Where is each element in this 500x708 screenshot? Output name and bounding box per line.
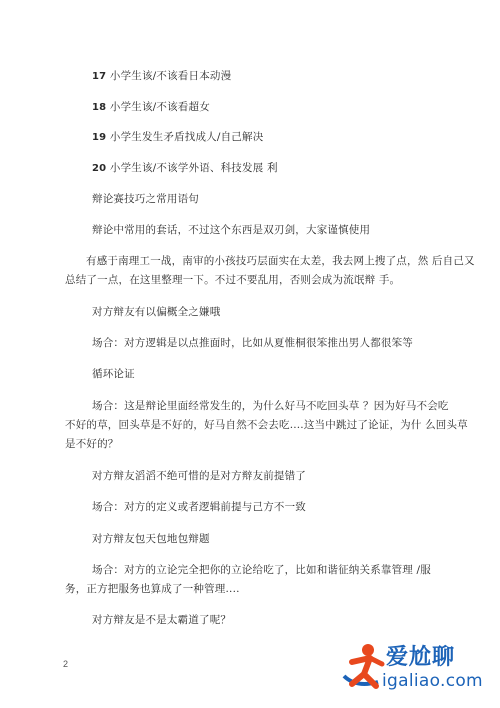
paragraph-line: 对方辩友有以偏概全之嫌哦 xyxy=(92,306,221,318)
page-number: 2 xyxy=(63,659,69,669)
item-17 xyxy=(92,70,231,83)
paragraph-line: 不好的草，回头草是不好的，好马自然不会去吃....这当中跳过了论证，为什 么回头草 xyxy=(65,419,468,431)
watermark-url: igaliao.com xyxy=(382,671,483,691)
item-text: 小学生该/不该学外语、科技发展 利 xyxy=(106,162,278,174)
item-number: 18 xyxy=(92,102,107,113)
paragraph-line: 务，正方把服务也算成了一种管理.... xyxy=(65,583,240,595)
paragraph-line: 对方辩友包天包地包辩题 xyxy=(92,533,210,545)
paragraph-line: 是不好的？ xyxy=(65,438,119,450)
paragraph-line: 对方辩友滔滔不绝可惜的是对方辩友前提错了 xyxy=(92,470,306,482)
paragraph-line: 总结了一点，在这里整理一下。不过不要乱用，否则会成为流氓辩 手。 xyxy=(65,274,401,286)
paragraph-line: 场合：对方的定义或者逻辑前提与己方不一致 xyxy=(92,501,306,513)
item-text: 小学生该/不该看日本动漫 xyxy=(106,70,232,82)
section-heading: 辩论赛技巧之常用语句 xyxy=(92,193,199,205)
watermark-title: 爱尬聊 xyxy=(386,645,456,670)
item-19 xyxy=(92,131,263,144)
paragraph-line: 辩论中常用的套话，不过这个东西是双刃剑，大家谨慎使用 xyxy=(92,224,371,236)
item-text: 小学生发生矛盾找成人/自己解决 xyxy=(106,131,264,143)
paragraph-line: 有感于南理工一战，南审的小孩技巧层面实在太差，我去网上搜了点，然 后自己又 xyxy=(86,255,475,267)
paragraph-line: 对方辩友是不是太霸道了呢？ xyxy=(92,614,232,626)
item-text: 小学生该/不该看超女 xyxy=(106,101,210,113)
paragraph-line: 场合：这是辩论里面经常发生的，为什么好马不吃回头草 ？因为好马不会吃 xyxy=(92,400,449,412)
watermark xyxy=(338,636,498,702)
item-18 xyxy=(92,101,210,114)
item-number: 19 xyxy=(92,132,107,143)
item-number: 20 xyxy=(92,163,107,174)
paragraph-line: 循环论证 xyxy=(92,368,135,380)
running-figure-logo-icon xyxy=(338,636,388,696)
paragraph-line: 场合：对方的立论完全把你的立论给吃了，比如和谐征纳关系靠管理 /服 xyxy=(92,564,431,576)
item-number: 17 xyxy=(92,71,107,82)
paragraph-line: 场合：对方逻辑是以点推面时，比如从夏惟桐很笨推出男人都很笨等 xyxy=(92,337,413,349)
item-20 xyxy=(92,162,278,175)
